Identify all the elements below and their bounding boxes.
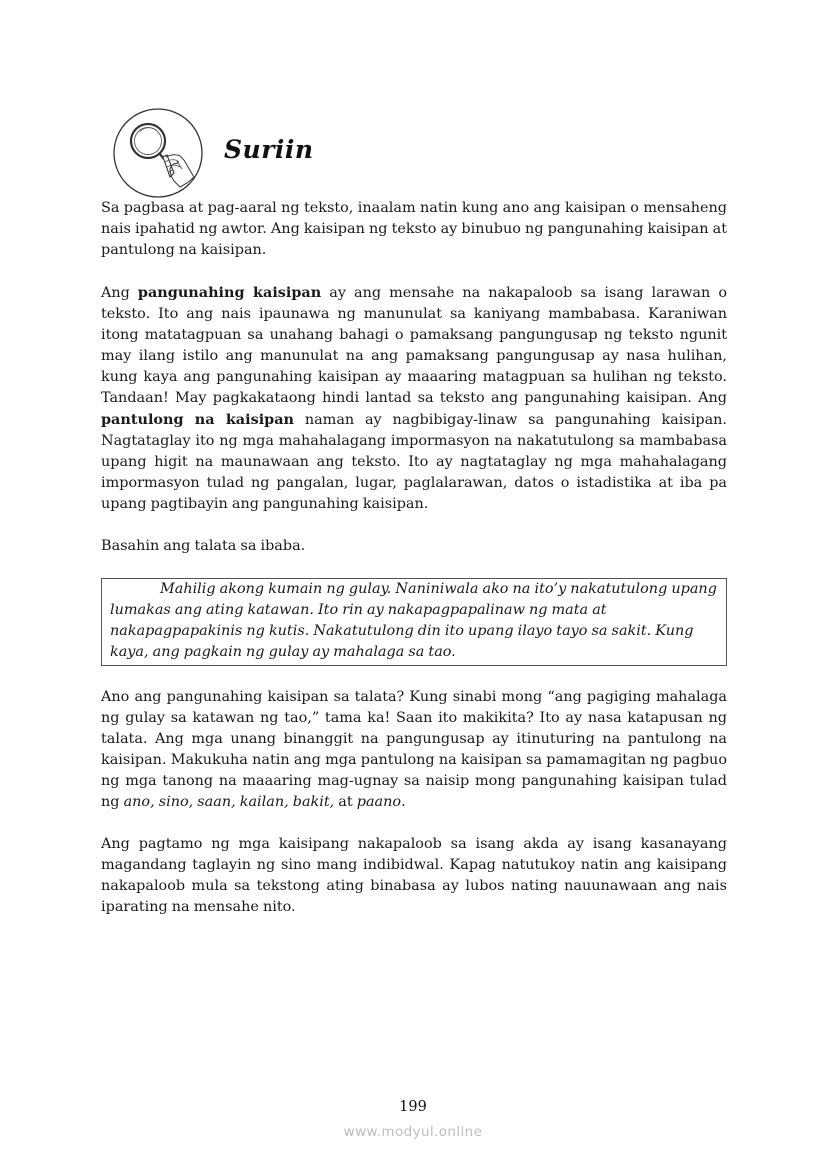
watermark: www.modyul.online (343, 1124, 483, 1140)
sample-paragraph-box (101, 578, 727, 666)
page-number: 199 (399, 1099, 427, 1115)
text-segment: naman ay nagbibigay-linaw sa pangunahing kaisipan. Nagtataglay ito ng mga mahahalagang impormasyon na nakatutulong sa mambabasa upang higit na maunawaan ang teksto. Ito ay nagtataglay ng mga mahahalagang impormasyon tulad ng pangalan, lugar, paglalarawan, datos o istadistika at iba pa upang pagtibayin ang pangunahing kaisipan. (101, 412, 727, 512)
text-segment: . (401, 794, 406, 810)
text-segment: at (334, 794, 357, 810)
term-pangunahing-kaisipan: pangunahing kaisipan (137, 284, 322, 301)
sample-paragraph: Mahilig akong kumain ng gulay. Naniniwala ako na ito’y nakatutulong upang lumakas ang ating katawan. Ito rin ay nakapagpapalinaw ng mata at nakapagpapakinis ng kutis. Nakatutulong din ito upang ilayo tayo sa sakit. Kung kaya, ang pagkain ng gulay ay mahalaga sa tao. (110, 581, 717, 660)
question-words: ano, sino, saan, kailan, bakit, (123, 794, 335, 810)
text-segment: ay ang mensahe na nakapaloob sa isang larawan o teksto. Ito ang nais ipaunawa ng manunulat sa kaniyang mambabasa. Karaniwan itong matatagpuan sa unahang bahagi o pamaksang pangungusap ng teksto ngunit may ilang istilo ang manunulat na ang pamaksang pangungusap ay nasa hulihan, kung kaya ang pangunahing kaisipan ay maaaring matagpuan sa hulihan ng teksto. Tandaan! May pagkakataong hindi lantad sa teksto ang pangunahing kaisipan. Ang (101, 285, 727, 406)
text-segment: Ano ang pangunahing kaisipan sa talata? Kung sinabi mong “ang pagiging mahalaga ng gulay sa katawan ng tao,” tama ka! Saan ito makikita? Ito ay nasa katapusan ng talata. Ang mga unang binanggit na pangungusap ay itinuturing na pantulong na kaisipan. Makukuha natin ang mga pantulong na kaisipan sa pamamagitan ng pagbuo ng mga tanong na maaaring mag-ugnay sa naisip mong pangunahing kaisipan tulad ng (101, 689, 727, 810)
section-title: Suriin (224, 135, 314, 164)
term-pantulong-na-kaisipan: pantulong na kaisipan (101, 411, 295, 428)
section-header (112, 107, 432, 197)
conclusion-paragraph: Ang pagtamo ng mga kaisipang nakapaloob sa isang akda ay isang kasanayang magandang taglayin ng sino mang indibidwal. Kapag natutukoy natin ang kaisipang nakapaloob mula sa tekstong ating binabasa ay lubos nating nauunawaan ang nais iparating na mensahe nito. (101, 836, 727, 915)
definitions-paragraph (101, 282, 727, 515)
lesson-content (101, 198, 727, 918)
magnifying-glass-in-hand-icon (112, 107, 204, 199)
text-segment: Ang (101, 285, 138, 301)
intro-paragraph: Sa pagbasa at pag-aaral ng teksto, inaalam natin kung ano ang kaisipan o mensaheng nais ipahatid ng awtor. Ang kaisipan ng teksto ay binubuo ng pangunahing kaisipan at pantulong na kaisipan. (101, 200, 727, 258)
question-word-paano: paano (356, 794, 402, 810)
explanation-paragraph (101, 687, 727, 813)
instruction-text: Basahin ang talata sa ibaba. (101, 538, 306, 554)
